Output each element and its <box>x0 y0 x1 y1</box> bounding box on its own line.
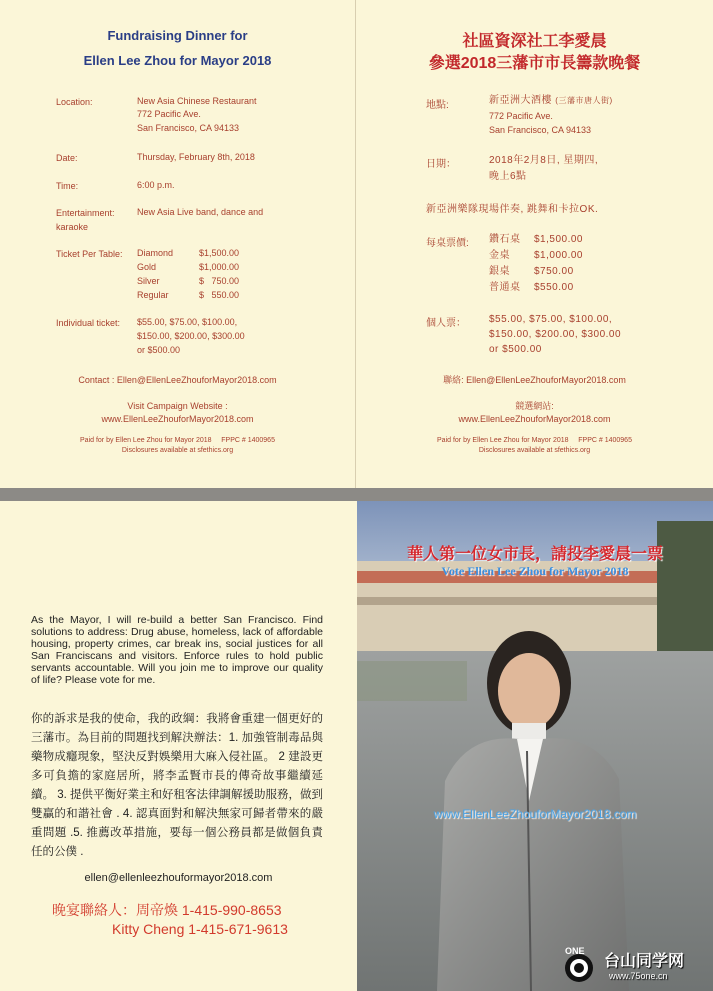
watermark-site-url: www.75one.cn <box>609 971 668 981</box>
watermark-logo-text: ONE <box>565 946 585 956</box>
en-ticket-price: $1,500.00 <box>199 248 240 258</box>
en-ticket-price: $ 750.00 <box>199 276 240 286</box>
zh-contact: 聯絡: Ellen@EllenLeeZhouforMayor2018.com <box>443 375 626 385</box>
fold-band <box>0 488 713 501</box>
zh-individual-label: 個人票： <box>426 318 466 329</box>
zh-location-line2: 772 Pacific Ave. <box>489 111 553 121</box>
en-website: www.EllenLeeZhouforMayor2018.com <box>101 414 254 424</box>
zh-date-label: 日期： <box>426 159 456 170</box>
en-entertainment-wrap: karaoke <box>56 222 89 232</box>
contact-phone: 1-415-671-9613 <box>188 921 288 937</box>
zh-entertainment: 新亞洲樂隊現場伴奏, 跳舞和卡拉OK. <box>426 204 599 215</box>
zh-website: www.EllenLeeZhouforMayor2018.com <box>458 414 611 424</box>
zh-date-line: 晚上6點 <box>489 171 527 182</box>
zh-ticket-price: $1,000.00 <box>534 250 583 261</box>
en-disclosures: Disclosures available at sfethics.org <box>121 447 234 454</box>
back-statement-panel <box>0 501 357 991</box>
en-date-value: Thursday, February 8th, 2018 <box>137 152 255 162</box>
zh-ticket-tier: 銀桌 <box>489 266 510 277</box>
zh-ticket-tier: 金桌 <box>489 250 510 261</box>
zh-location-line1 <box>489 93 613 109</box>
en-time-label: Time: <box>56 181 79 191</box>
zh-disclosures: Disclosures available at sfethics.org <box>478 447 591 454</box>
contact-name: 周帝煥 <box>136 902 178 918</box>
en-ticket-tier: Regular <box>137 290 169 300</box>
contact-name: Kitty Cheng <box>112 921 185 937</box>
en-date-label: Date: <box>56 153 78 163</box>
zh-website-label: 競選網站: <box>515 401 554 411</box>
en-location-line2: 772 Pacific Ave. <box>137 109 201 119</box>
zh-location-note: (三藩市唐人街) <box>555 96 613 105</box>
en-individual-line: $150.00, $200.00, $300.00 <box>137 331 245 341</box>
zh-paid-for: Paid for by Ellen Lee Zhou for Mayor 2018 FPPC # 1400965 <box>437 437 632 444</box>
watermark-site-name: 台山同学网 <box>604 953 685 970</box>
en-ticket-tier: Gold <box>137 262 157 272</box>
zh-location-line3: San Francisco, CA 94133 <box>489 125 592 135</box>
en-ticket-label: Ticket Per Table: <box>56 249 123 259</box>
zh-individual-line: or $500.00 <box>489 344 542 355</box>
en-paid-for: Paid for by Ellen Lee Zhou for Mayor 2018 FPPC # 1400965 <box>80 437 275 444</box>
zh-location-label: 地點: <box>426 100 449 111</box>
en-ticket-price: $1,000.00 <box>199 262 240 272</box>
en-individual-line: or $500.00 <box>137 345 181 355</box>
candidate-photo <box>357 501 713 991</box>
photo-headline-zh: 華人第一位女市長，請投李愛晨一票 <box>406 546 663 563</box>
photo-website: www.EllenLeeZhouforMayor2018.com <box>433 807 637 821</box>
en-time-value: 6:00 p.m. <box>137 180 175 190</box>
en-ticket-tier: Silver <box>137 276 160 286</box>
en-title-line2: Ellen Lee Zhou for Mayor 2018 <box>83 53 272 68</box>
en-individual-line: $55.00, $75.00, $100.00, <box>137 317 238 327</box>
en-entertainment-value: New Asia Live band, dance and <box>137 207 264 217</box>
en-statement: As the Mayor, I will re-build a better San Francisco. Find solutions to address: Drug abuse, homeless, lack of affordable housing, property crimes, car break ins, social justices for all San Franciscans and visitors. Enforce rules to hold public servants accountable. Will you join me to improve our quality of life? Please vote for me. <box>31 614 323 686</box>
photo-headline-en: Vote Ellen Lee Zhou for Mayor 2018 <box>441 564 629 578</box>
contact-email: ellen@ellenleezhouformayor2018.com <box>84 872 273 884</box>
zh-ticket-tier: 普通桌 <box>489 282 521 293</box>
contact-row <box>52 920 288 939</box>
zh-ticket-price: $550.00 <box>534 282 574 293</box>
en-title-line1: Fundraising Dinner for <box>107 28 248 43</box>
zh-title-line2: 參選2018三藩市市長籌款晚餐 <box>428 55 641 72</box>
en-ticket-tier: Diamond <box>137 248 174 258</box>
watermark <box>557 944 713 991</box>
contacts-label: 晚宴聯絡人： <box>52 902 136 918</box>
dinner-contacts <box>52 901 288 939</box>
en-location-line3: San Francisco, CA 94133 <box>137 123 240 133</box>
en-website-label: Visit Campaign Website : <box>127 401 228 411</box>
contact-row <box>52 901 288 920</box>
zh-date-line: 2018年2月8日, 星期四, <box>489 155 599 166</box>
en-location-label: Location: <box>56 97 93 107</box>
en-entertainment-label: Entertainment: <box>56 208 115 218</box>
zh-individual-line: $150.00, $200.00, $300.00 <box>489 329 622 340</box>
chinese-invitation-panel <box>356 0 713 488</box>
zh-ticket-label: 每桌票價: <box>426 238 469 249</box>
zh-statement: 你的訴求是我的使命，我的政綱：我將會重建一個更好的三藩市。為目前的問題找到解決辦法：1. 加強管制毒品與藥物成癮現象，堅決反對娛樂用大麻入侵社區。 2 建設更多可負擔的家庭居所，將李孟賢市長的傳奇故事繼續延續。 3. 提供平衡好業主和好租客法律調解援助服務，做到雙贏的和諧社會 . 4. 認真面對和解決無家可歸者帶來的嚴重問題 .5. 推薦改革措施，要每一個公務員都是做個負責任的公僕 . <box>31 713 323 858</box>
en-location-line1: New Asia Chinese Restaurant <box>137 96 257 106</box>
contact-phone: 1-415-990-8653 <box>181 902 282 918</box>
zh-title-line1: 社區資深社工李愛晨 <box>462 33 607 50</box>
en-individual-label: Individual ticket: <box>56 318 121 328</box>
en-ticket-price: $ 550.00 <box>199 290 240 300</box>
zh-ticket-price: $750.00 <box>534 266 574 277</box>
en-contact: Contact : Ellen@EllenLeeZhouforMayor2018.com <box>78 375 277 385</box>
watermark-logo <box>557 948 601 984</box>
english-invitation-panel <box>0 0 355 488</box>
zh-individual-line: $55.00, $75.00, $100.00, <box>489 314 613 325</box>
zh-location-name: 新亞洲大酒樓 <box>489 95 552 106</box>
zh-ticket-price: $1,500.00 <box>534 234 583 245</box>
zh-ticket-tier: 鑽石桌 <box>489 234 521 245</box>
